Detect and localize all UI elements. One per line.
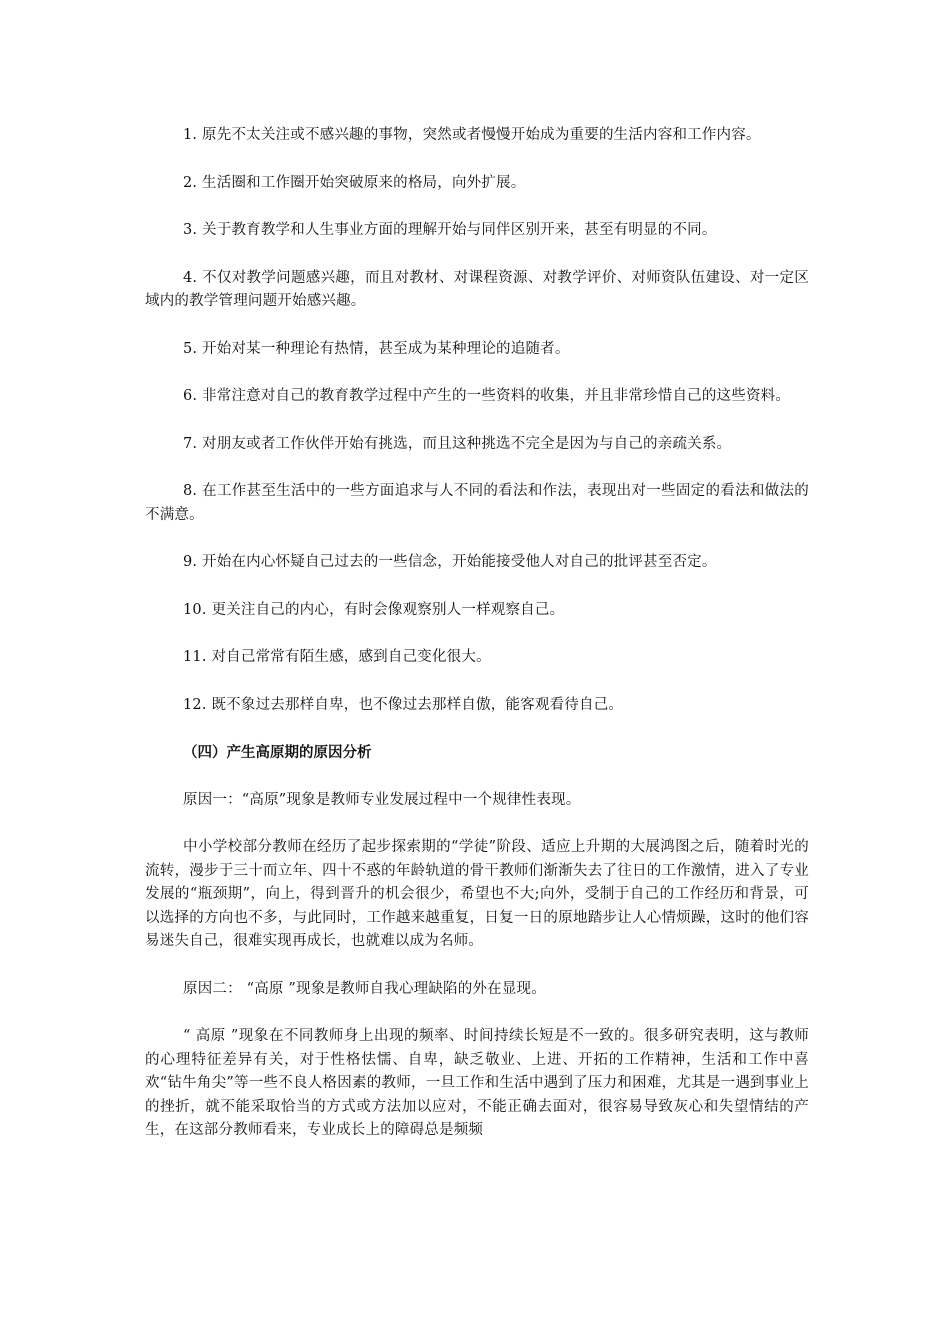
section-heading: （四）产生高原期的原因分析	[183, 744, 372, 761]
list-item: 11. 对自己常常有陌生感，感到自己变化很大。	[183, 649, 491, 665]
list-item: 5. 开始对某一种理论有热情，甚至成为某种理论的追随者。	[183, 340, 570, 357]
reason-two-title: 原因二： “高原 ”现象是教师自我心理缺陷的外在显现。	[183, 980, 546, 997]
list-item: 1. 原先不太关注或不感兴趣的事物，突然或者慢慢开始成为重要的生活内容和工作内容。	[183, 127, 761, 143]
list-item: 2. 生活圈和工作圈开始突破原来的格局，向外扩展。	[183, 174, 526, 191]
reason-one-body: 中小学校部分教师在经历了起步探索期的“学徒”阶段、适应上升期的大展鸿图之后，随着时光的流转，漫步于三十而立年、四十不惑的年龄轨道的骨干教师们渐渐失去了往日的工作激情，进入了专业发展的“瓶颈期”，向上，得到晋升的机会很少，希望也不大;向外，受制于自己的工作经历和背景，可以选择的方向也不多，与此同时，工作越来越重复，日复一日的原地踏步让人心情烦躁，这时的他们容易迷失自己，很难实现再成长，也就难以成为名师。	[145, 839, 809, 949]
list-item: 8. 在工作甚至生活中的一些方面追求与人不同的看法和作法，表现出对一些固定的看法和做法的不满意。	[145, 483, 809, 523]
document-page	[145, 124, 809, 1167]
list-item: 9. 开始在内心怀疑自己过去的一些信念，开始能接受他人对自己的批评甚至否定。	[183, 554, 717, 570]
list-item: 10. 更关注自己的内心，有时会像观察别人一样观察自己。	[183, 601, 565, 618]
list-item: 12. 既不象过去那样自卑，也不像过去那样自傲，能客观看待自己。	[183, 696, 624, 713]
list-item: 6. 非常注意对自己的教育教学过程中产生的一些资料的收集，并且非常珍惜自己的这些资料。	[183, 388, 791, 404]
list-item: 4. 不仅对教学问题感兴趣，而且对教材、对课程资源、对教学评价、对师资队伍建设、对一定区域内的教学管理问题开始感兴趣。	[145, 269, 809, 309]
list-item: 7. 对朋友或者工作伙伴开始有挑选，而且这种挑选不完全是因为与自己的亲疏关系。	[183, 435, 732, 452]
reason-one-title: 原因一：“高原”现象是教师专业发展过程中一个规律性表现。	[183, 791, 581, 808]
reason-two-body: “ 高原 ”现象在不同教师身上出现的频率、时间持续长短是不一致的。很多研究表明，这与教师的心理特征差异有关，对于性格怯懦、自卑，缺乏敬业、上进、开拓的工作精神，生活和工作中喜欢“钻牛角尖”等一些不良人格因素的教师，一旦工作和生活中遇到了压力和困难，尤其是一遇到事业上的挫折，就不能采取恰当的方式或方法加以应对，不能正确去面对，很容易导致灰心和失望情结的产生，在这部分教师看来，专业成长上的障碍总是频频	[145, 1028, 809, 1138]
list-item: 3. 关于教育教学和人生事业方面的理解开始与同伴区别开来，甚至有明显的不同。	[183, 222, 717, 238]
